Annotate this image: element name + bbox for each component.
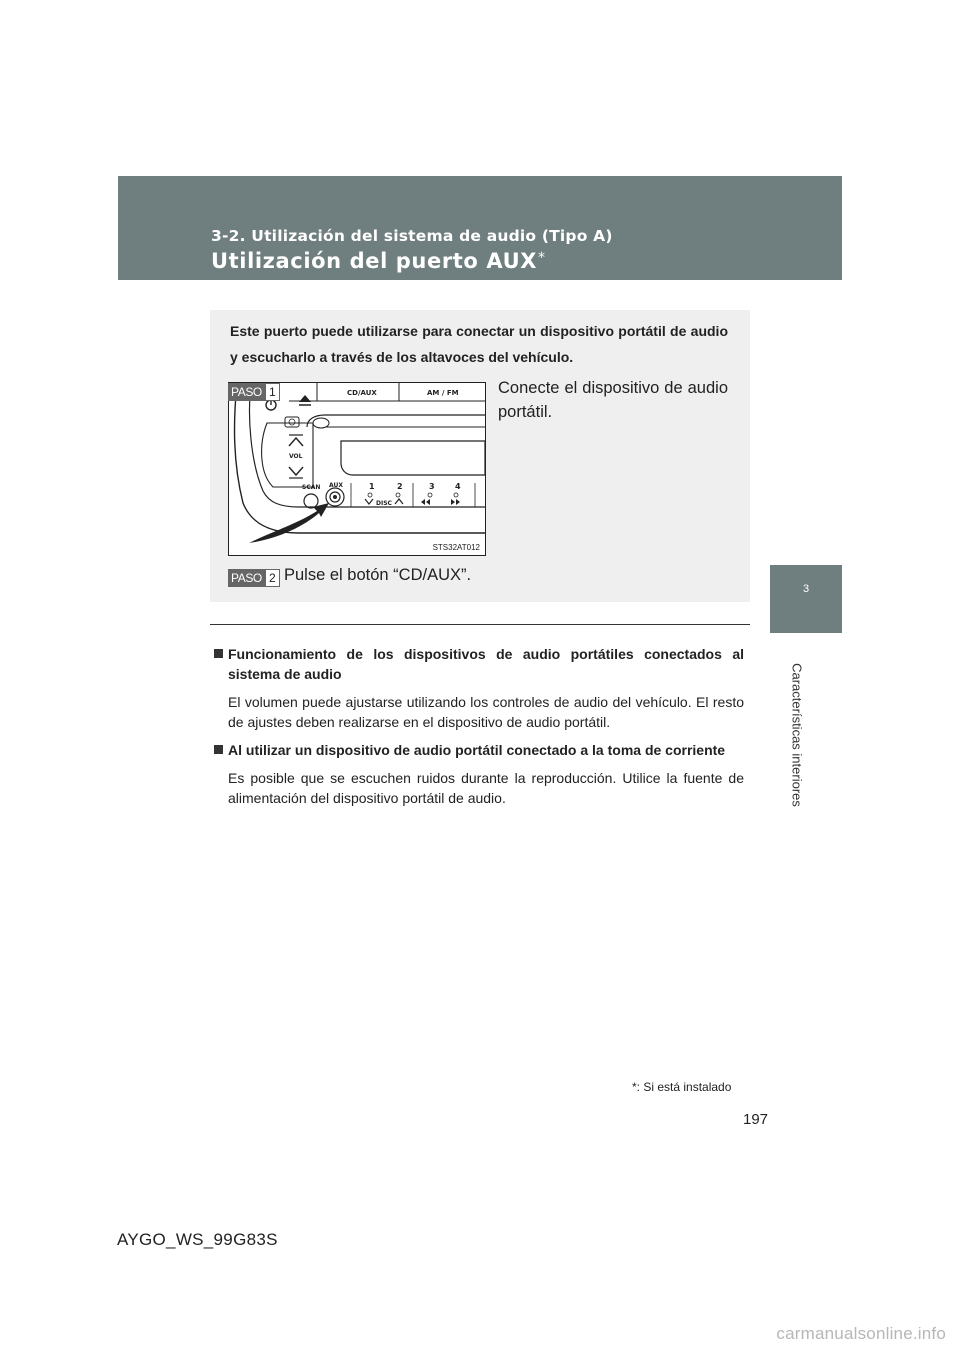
preset-1-label: 1 xyxy=(369,482,375,491)
step-2-text: Pulse el botón “CD/AUX”. xyxy=(284,566,472,584)
step-2-badge xyxy=(228,569,280,587)
section-divider xyxy=(210,624,750,625)
square-bullet-icon xyxy=(214,745,223,754)
radio-illustration xyxy=(228,382,486,556)
note-heading xyxy=(214,740,744,760)
preset-2-label: 2 xyxy=(397,482,403,491)
scan-button xyxy=(304,494,318,508)
fast-forward-icon xyxy=(451,499,460,505)
chapter-number: 3 xyxy=(802,583,810,595)
am-fm-label: AM / FM xyxy=(427,389,459,397)
step-2-badge-word: PASO xyxy=(228,569,265,587)
footnote: *: Si está instalado xyxy=(632,1080,732,1094)
cd-icon xyxy=(285,417,299,427)
info-box xyxy=(210,310,750,602)
document-code: AYGO_WS_99G83S xyxy=(117,1230,278,1249)
preset-1-led xyxy=(368,493,372,497)
note-body: El volumen puede ajustarse utilizando los controles de audio del vehículo. El resto de ajustes deben realizarse en el dispositivo de audio portátil. xyxy=(228,694,744,730)
preset-2-led xyxy=(396,493,400,497)
note-heading-text: Al utilizar un dispositivo de audio portátil conectado a la toma de corriente xyxy=(228,742,726,758)
note-heading-text: Funcionamiento de los dispositivos de audio portátiles conectados al sistema de audio xyxy=(228,646,744,682)
step-1-badge xyxy=(228,383,280,401)
optional-mark: * xyxy=(538,250,546,266)
vol-down-icon xyxy=(289,467,303,475)
preset-4-label: 4 xyxy=(455,482,461,491)
cd-slot xyxy=(307,415,485,427)
radio-panel-drawing xyxy=(229,383,485,555)
step-1-badge-number: 1 xyxy=(265,383,280,401)
aux-jack-hole xyxy=(333,495,337,499)
figure-code: STS32AT012 xyxy=(432,543,480,552)
step-1-text: Conecte el dispositivo de audio portátil. xyxy=(498,379,728,421)
chapter-label-container xyxy=(775,640,837,830)
page-number: 197 xyxy=(743,1111,769,1128)
notes-section xyxy=(214,644,744,816)
rewind-icon xyxy=(421,499,430,505)
vol-label: VOL xyxy=(289,453,303,460)
chapter-tab xyxy=(770,565,842,633)
preset-3-led xyxy=(428,493,432,497)
preset-4-led xyxy=(454,493,458,497)
page-title-text: Utilización del puerto AUX xyxy=(211,249,538,273)
step-2-badge-number: 2 xyxy=(265,569,280,587)
page-title xyxy=(211,249,546,273)
panel-outline xyxy=(235,383,485,533)
cd-slot-end xyxy=(313,418,329,428)
vol-up-icon xyxy=(289,438,303,446)
pointer-arrow xyxy=(249,503,329,543)
cd-icon-disc xyxy=(289,419,295,425)
disc-up-icon xyxy=(395,499,403,504)
note-heading xyxy=(214,644,744,684)
chapter-label: Características interiores xyxy=(789,663,805,807)
step-1-badge-word: PASO xyxy=(228,383,265,401)
display-window xyxy=(341,441,485,475)
volume-pill xyxy=(262,423,313,487)
eject-icon xyxy=(299,395,311,402)
aux-label: AUX xyxy=(329,482,343,489)
square-bullet-icon xyxy=(214,649,223,658)
intro-text: Este puerto puede utilizarse para conectar un dispositivo portátil de audio y escucharlo a través de los altavoces del vehículo. xyxy=(230,323,728,365)
disc-down-icon xyxy=(365,499,373,504)
note-body: Es posible que se escuchen ruidos durante la reproducción. Utilice la fuente de alimentación del dispositivo portátil de audio. xyxy=(228,770,744,806)
disc-label: DISC xyxy=(376,500,392,507)
preset-3-label: 3 xyxy=(429,482,435,491)
section-title: 3-2. Utilización del sistema de audio (Tipo A) xyxy=(211,227,613,245)
panel-inner-outline xyxy=(250,383,486,507)
watermark: carmanualsonline.info xyxy=(776,1324,946,1343)
scan-label: SCAN xyxy=(302,484,321,491)
chapter-header xyxy=(118,176,842,280)
cd-aux-label: CD/AUX xyxy=(347,389,377,397)
